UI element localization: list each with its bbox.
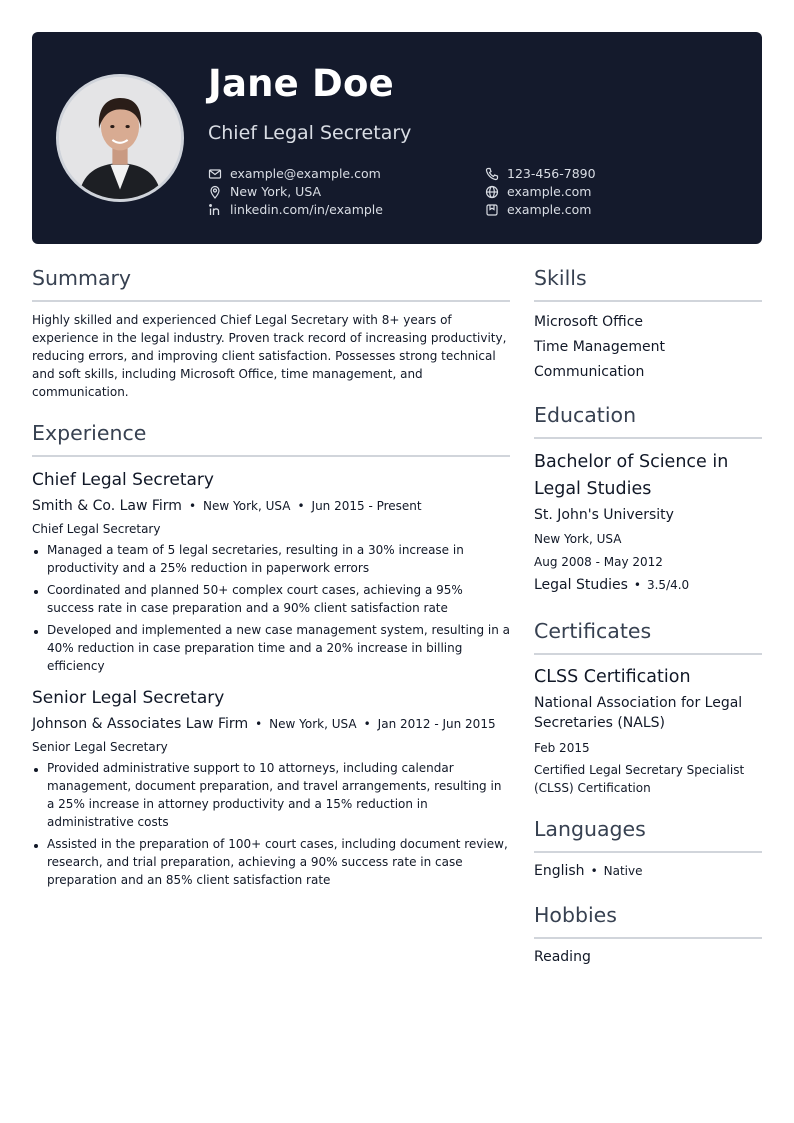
education-dates: Aug 2008 - May 2012 bbox=[534, 555, 663, 569]
contact-portfolio[interactable] bbox=[485, 202, 591, 217]
job-title: Chief Legal Secretary bbox=[32, 470, 214, 490]
phone-text[interactable]: 123-456-7890 bbox=[507, 166, 596, 181]
skill-item: Communication bbox=[534, 364, 645, 380]
bullet-item: Assisted in the preparation of 100+ court cases, including document review, research, and trial preparation, achieving a 90% success rate in case preparation and an 85% client satisfaction rate bbox=[32, 835, 510, 889]
bullet-item: Managed a team of 5 legal secretaries, resulting in a 30% increase in productivity and a 25% reduction in paperwork errors bbox=[32, 541, 510, 577]
portfolio-icon bbox=[485, 203, 499, 217]
language-item: English • Native bbox=[534, 863, 643, 879]
summary-heading: Summary bbox=[32, 266, 510, 302]
job-title: Senior Legal Secretary bbox=[32, 688, 225, 708]
job-role: Chief Legal Secretary bbox=[32, 522, 161, 536]
job-company: Smith & Co. Law Firm bbox=[32, 498, 182, 514]
job-company: Johnson & Associates Law Firm bbox=[32, 716, 249, 732]
profile-photo bbox=[56, 74, 184, 202]
contact-location bbox=[208, 184, 321, 199]
education-heading: Education bbox=[534, 403, 762, 439]
contact-phone[interactable] bbox=[485, 166, 596, 181]
bullet-item: Coordinated and planned 50+ complex court cases, achieving a 95% success rate in case preparation and a 90% client satisfaction rate bbox=[32, 581, 510, 617]
language-level: Native bbox=[603, 864, 643, 878]
certificate-name: CLSS Certification bbox=[534, 667, 691, 687]
job-location: New York, USA bbox=[203, 499, 291, 513]
mail-icon bbox=[208, 167, 222, 181]
linkedin-text[interactable]: linkedin.com/in/example bbox=[230, 202, 383, 217]
summary-text: Highly skilled and experienced Chief Legal Secretary with 8+ years of experience in the legal industry. Proven track record of increasing productivity, reducing errors, and improving client satisfaction. Possesses strong technical and soft skills, including Microsoft Office, time management, and communication. bbox=[32, 313, 507, 399]
language-name: English bbox=[534, 863, 585, 879]
education-location: New York, USA bbox=[534, 532, 622, 546]
job-bullets bbox=[32, 759, 510, 889]
education-gpa: 3.5/4.0 bbox=[646, 578, 690, 592]
skill-item: Microsoft Office bbox=[534, 314, 644, 330]
job-dates: Jan 2012 - Jun 2015 bbox=[377, 717, 496, 731]
education-degree: Bachelor of Science in Legal Studies bbox=[534, 452, 729, 499]
bullet-item: Developed and implemented a new case management system, resulting in a 40% reduction in case preparation time and a 20% increase in billing efficiency bbox=[32, 621, 510, 675]
certificate-date: Feb 2015 bbox=[534, 741, 590, 755]
portfolio-text[interactable]: example.com bbox=[507, 202, 592, 217]
skills-heading: Skills bbox=[534, 266, 762, 302]
job-role: Senior Legal Secretary bbox=[32, 740, 168, 754]
hobbies-heading: Hobbies bbox=[534, 903, 762, 939]
job-entry bbox=[32, 688, 510, 889]
certificates-heading: Certificates bbox=[534, 619, 762, 655]
globe-icon bbox=[485, 185, 499, 199]
job-location: New York, USA bbox=[269, 717, 357, 731]
hobby-item: Reading bbox=[534, 949, 591, 965]
linkedin-icon bbox=[208, 203, 222, 217]
main-column bbox=[32, 266, 510, 893]
phone-icon bbox=[485, 167, 499, 181]
website-text[interactable]: example.com bbox=[507, 184, 592, 199]
skills-list bbox=[534, 310, 762, 385]
experience-heading: Experience bbox=[32, 421, 510, 457]
education-school: St. John's University bbox=[534, 507, 674, 523]
contact-website[interactable] bbox=[485, 184, 591, 199]
job-meta: Smith & Co. Law Firm • New York, USA • Jun 2015 - Present bbox=[32, 498, 422, 514]
certificate-issuer: National Association for Legal Secretaries (NALS) bbox=[534, 695, 743, 731]
education-field: Legal Studies bbox=[534, 577, 628, 593]
contact-email[interactable] bbox=[208, 166, 381, 181]
contact-linkedin[interactable] bbox=[208, 202, 383, 217]
bullet-item: Provided administrative support to 10 attorneys, including calendar management, document preparation, and travel arrangements, resulting in a 25% increase in attorney productivity and a 15% reduction in administrative costs bbox=[32, 759, 510, 831]
job-meta: Johnson & Associates Law Firm • New York, USA • Jan 2012 - Jun 2015 bbox=[32, 716, 496, 732]
job-dates: Jun 2015 - Present bbox=[311, 499, 422, 513]
languages-heading: Languages bbox=[534, 817, 762, 853]
candidate-name: Jane Doe bbox=[208, 62, 394, 105]
skill-item: Time Management bbox=[534, 339, 665, 355]
candidate-title: Chief Legal Secretary bbox=[208, 122, 412, 144]
education-field-gpa: Legal Studies • 3.5/4.0 bbox=[534, 577, 690, 593]
email-text[interactable]: example@example.com bbox=[230, 166, 381, 181]
job-entry bbox=[32, 470, 510, 675]
resume-header bbox=[32, 32, 762, 244]
side-column bbox=[534, 266, 762, 965]
certificate-description: Certified Legal Secretary Specialist (CLSS) Certification bbox=[534, 763, 745, 795]
location-pin-icon bbox=[208, 185, 222, 199]
location-text: New York, USA bbox=[230, 184, 322, 199]
job-bullets bbox=[32, 541, 510, 675]
